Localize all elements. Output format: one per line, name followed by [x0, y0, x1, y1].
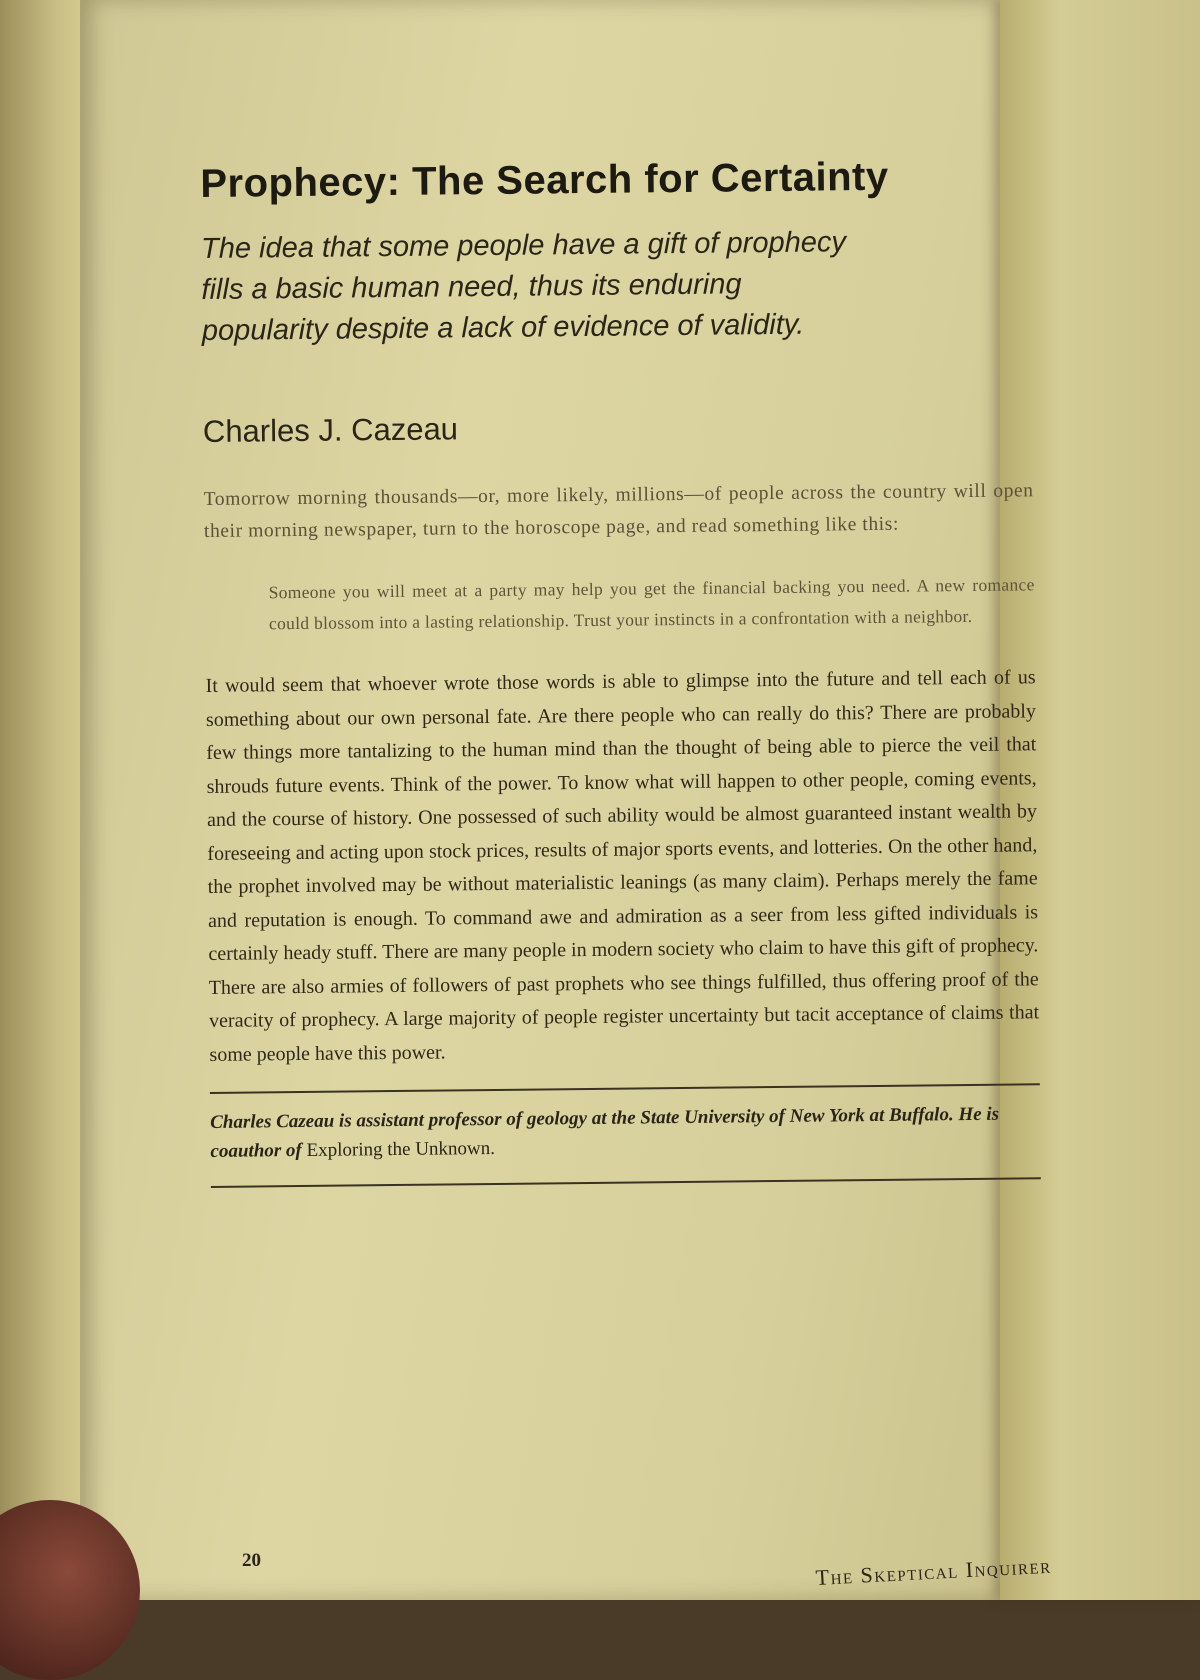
- article-author: Charles J. Cazeau: [202, 411, 459, 449]
- author-bio: [210, 1099, 1041, 1166]
- divider-top: [210, 1083, 1040, 1094]
- author-bio-text: Charles Cazeau is assistant professor of geology at the State University of New York at Buffalo. He is coauthor of: [210, 1103, 1000, 1162]
- author-bio-book: Exploring the Unknown.: [306, 1137, 496, 1161]
- horoscope-quote: Someone you will meet at a party may help you get the financial backing you need. A new romance could blossom into a lasting relationship. Trust your instincts in a confrontation with a neighbor.: [268, 574, 1035, 634]
- article-title: Prophecy: The Search for Certainty: [200, 154, 889, 206]
- intro-paragraph: Tomorrow morning thousands—or, more likely, millions—of people across the country will open their morning newspaper, turn to the horoscope page, and read something like this:: [203, 480, 1034, 542]
- article-subtitle: The idea that some people have a gift of prophecy fills a basic human need, thus its enduring popularity despite a lack of evidence of validity.: [200, 226, 847, 347]
- page-number: 20: [242, 1550, 261, 1571]
- article: [200, 141, 1041, 1202]
- divider-bottom: [211, 1177, 1041, 1188]
- journal-name: The Skeptical Inquirer: [815, 1552, 1053, 1590]
- body-paragraph: It would seem that whoever wrote those words is able to glimpse into the future and tell each of us something about our own personal fate. Are there people who can really do this? There are probably few things more tantalizing to the human mind than the thought of being able to pierce the veil that shrouds future events. Think of the power. To know what will happen to other people, coming events, and the course of history. One possessed of such ability would be almost guaranteed instant wealth by foreseeing and acting upon stock prices, results of major sports events, and lotteries. On the other hand, the prophet involved may be without materialistic leanings (as many claim). Perhaps merely the fame and reputation is enough. To command awe and admiration as a seer from less gifted individuals is certainly heady stuff. There are many people in modern society who claim to have this gift of prophecy. There are also armies of followers of past prophets who see things fulfilled, thus offering proof of the veracity of prophecy. A large majority of people register uncertainty but tacit acceptance of claims that some people have this power.: [205, 666, 1040, 1066]
